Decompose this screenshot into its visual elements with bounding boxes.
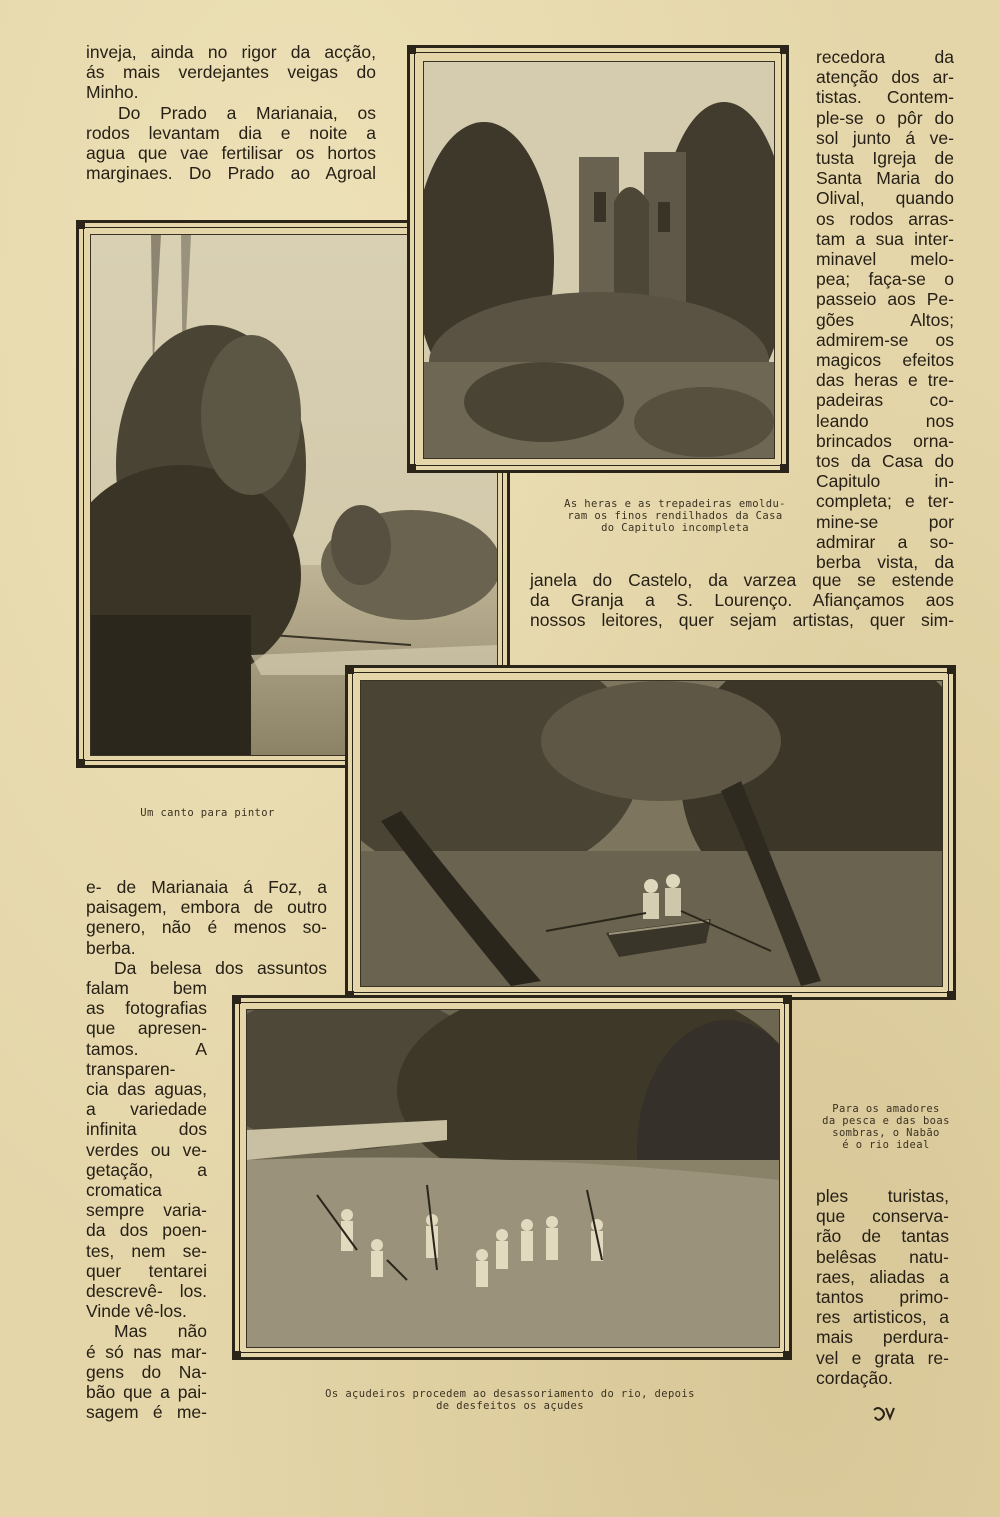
text-line: tam a sua inter-: [816, 228, 954, 249]
text-line: bão que a pai-: [86, 1382, 207, 1403]
text-column-left-middle: [86, 877, 327, 978]
text-line: atenção dos ar-: [816, 67, 954, 88]
text-column-left-bottom: [86, 978, 207, 1422]
text-line: tistas. Contem-: [816, 87, 954, 108]
workers-in-river-photo: [246, 1009, 780, 1348]
caption-line: As heras e as trepadeiras emoldu-: [564, 498, 786, 510]
text-line: cia das aguas,: [86, 1079, 207, 1100]
text-line: as fotografias: [86, 998, 207, 1019]
text-line: mine-se por: [816, 511, 954, 532]
text-line: raes, aliadas a: [816, 1266, 949, 1287]
text-line: Minho.: [86, 82, 139, 103]
text-line: tantos primo-: [816, 1287, 949, 1308]
caption-line: sombras, o Nabão: [832, 1127, 940, 1139]
text-line: ples turistas,: [816, 1186, 949, 1206]
text-line: agua que vae fertilisar os hortos: [86, 143, 376, 164]
text-line: sagem é me-: [86, 1402, 207, 1423]
caption-fishing: [806, 1103, 966, 1151]
text-line: leando nos: [816, 410, 954, 431]
text-line: recedora da: [816, 47, 954, 67]
caption-workers: [290, 1388, 730, 1412]
caption-line: é o rio ideal: [842, 1139, 930, 1151]
text-line: da dos poen-: [86, 1220, 207, 1241]
text-line: sol junto á ve-: [816, 127, 954, 148]
text-line: vel e grata re-: [816, 1347, 949, 1368]
text-line: getação, a: [86, 1159, 207, 1180]
text-line: res artisticos, a: [816, 1307, 949, 1328]
text-line: rão de tantas: [816, 1226, 949, 1247]
text-line: berba vista, da: [816, 552, 954, 573]
text-line: sempre varia-: [86, 1200, 207, 1221]
text-line: das heras e tre-: [816, 370, 954, 391]
text-line: gens do Na-: [86, 1361, 207, 1382]
ruins-photo: [423, 61, 775, 459]
text-line: Da belesa dos assuntos: [114, 957, 327, 978]
text-line: berba.: [86, 937, 136, 958]
text-column-middle-wide: [530, 570, 954, 631]
text-line: infinita dos: [86, 1119, 207, 1140]
caption-line: de desfeitos os açudes: [436, 1400, 584, 1412]
text-line: minavel melo-: [816, 249, 954, 270]
caption-line: ram os finos rendilhados da Casa: [567, 510, 783, 522]
text-line: paisagem, embora de outro: [86, 897, 327, 918]
text-line: cromatica: [86, 1180, 162, 1201]
text-line: tusta Igreja de: [816, 148, 954, 169]
text-line: cordação.: [816, 1367, 893, 1388]
caption-line: Para os amadores: [832, 1103, 940, 1115]
text-column-right-bottom: [816, 1186, 949, 1388]
text-line: transparen-: [86, 1058, 176, 1079]
text-line: magicos efeitos: [816, 350, 954, 371]
text-line: rodos levantam dia e noite a: [86, 122, 376, 143]
text-line: tes, nem se-: [86, 1240, 207, 1261]
text-line: ple-se o pôr do: [816, 107, 954, 128]
text-line: Vinde vê-los.: [86, 1301, 187, 1322]
text-line: gões Altos;: [816, 309, 954, 330]
text-line: marginaes. Do Prado ao Agroal: [86, 163, 376, 184]
text-line: mais perdura-: [816, 1327, 949, 1348]
text-column-top-left: [86, 42, 376, 183]
text-line: Capitulo in-: [816, 471, 954, 492]
text-line: falam bem: [86, 978, 207, 998]
text-line: admirem-se os: [816, 329, 954, 350]
caption-painter: [110, 807, 305, 819]
caption-line: Os açudeiros procedem ao desassoriamento do rio, depois: [325, 1388, 695, 1400]
caption-line: Um canto para pintor: [140, 807, 275, 819]
printer-mark-icon: [872, 1404, 898, 1424]
text-line: inveja, ainda no rigor da acção,: [86, 42, 376, 62]
text-line: padeiras co-: [816, 390, 954, 411]
text-line: pea; faça-se o: [816, 269, 954, 290]
text-line: nossos leitores, quer sejam artistas, quer sim-: [530, 610, 954, 631]
text-line: é só nas mar-: [86, 1341, 207, 1362]
text-line: brincados orna-: [816, 430, 954, 451]
caption-line: do Capitulo incompleta: [601, 522, 749, 534]
text-line: que conserva-: [816, 1206, 949, 1227]
text-line: a variedade: [86, 1099, 207, 1120]
text-line: Olival, quando: [816, 188, 954, 209]
text-line: completa; e ter-: [816, 491, 954, 512]
text-line: e- de Marianaia á Foz, a: [86, 877, 327, 897]
text-line: da Granja a S. Lourenço. Afiançamos aos: [530, 590, 954, 611]
caption-line: da pesca e das boas: [822, 1115, 950, 1127]
text-line: admirar a so-: [816, 531, 954, 552]
text-line: janela do Castelo, da varzea que se estende: [530, 570, 954, 590]
text-line: tamos. A: [86, 1038, 207, 1059]
caption-ruins: [540, 498, 810, 534]
rowboat-photo: [360, 680, 943, 987]
text-line: quer tentarei: [86, 1260, 207, 1281]
text-line: passeio aos Pe-: [816, 289, 954, 310]
text-line: Mas não: [114, 1321, 207, 1342]
text-line: Do Prado a Marianaia, os: [118, 102, 376, 123]
text-line: que apresen-: [86, 1018, 207, 1039]
text-line: descrevê- los.: [86, 1281, 207, 1302]
text-line: belêsas natu-: [816, 1246, 949, 1267]
text-column-right: [816, 47, 954, 572]
text-line: genero, não é menos so-: [86, 917, 327, 938]
text-line: tos da Casa do: [816, 451, 954, 472]
text-line: ás mais verdejantes veigas do: [86, 62, 376, 83]
text-line: os rodos arras-: [816, 208, 954, 229]
text-line: verdes ou ve-: [86, 1139, 207, 1160]
text-line: Santa Maria do: [816, 168, 954, 189]
